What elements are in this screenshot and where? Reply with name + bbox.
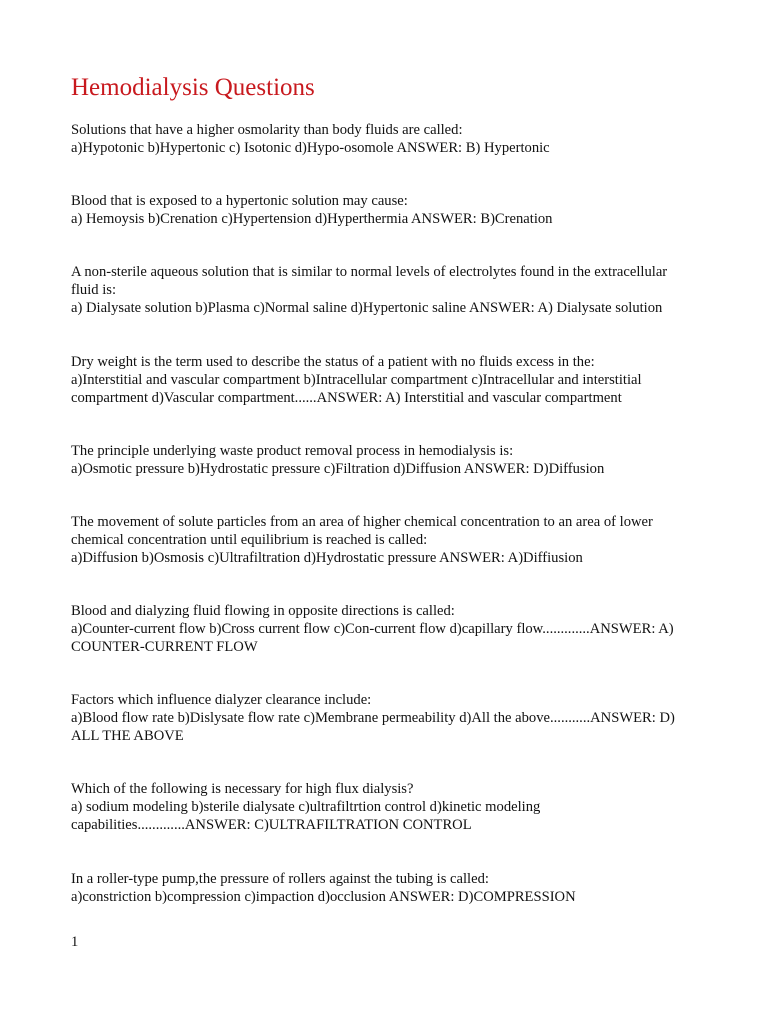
question-9: [71, 780, 711, 834]
question-5-line-2: a)Osmotic pressure b)Hydrostatic pressure c)Filtration d)Diffusion ANSWER: D)Diffusion: [71, 461, 605, 477]
question-6-line-3: a)Diffusion b)Osmosis c)Ultrafiltration d)Hydrostatic pressure ANSWER: A)Diffiusion: [71, 550, 583, 566]
question-3-line-1: A non-sterile aqueous solution that is similar to normal levels of electrolytes found in the extracellular: [71, 264, 668, 280]
question-6-line-2: chemical concentration until equilibrium is reached is called:: [71, 532, 428, 548]
question-7-line-3: COUNTER-CURRENT FLOW: [71, 639, 258, 655]
question-2-line-2: a) Hemoysis b)Crenation c)Hypertension d)Hyperthermia ANSWER: B)Crenation: [71, 211, 553, 227]
question-10-line-2: a)constriction b)compression c)impaction d)occlusion ANSWER: D)COMPRESSION: [71, 889, 576, 905]
question-7: [71, 602, 711, 656]
question-3-line-3: a) Dialysate solution b)Plasma c)Normal saline d)Hypertonic saline ANSWER: A) Dialysate solution: [71, 300, 663, 316]
question-6-line-1: The movement of solute particles from an area of higher chemical concentration to an area of lower: [71, 514, 653, 530]
question-1-line-1: Solutions that have a higher osmolarity than body fluids are called:: [71, 122, 463, 138]
page-title: Hemodialysis Questions: [71, 74, 315, 101]
question-1-line-2: a)Hypotonic b)Hypertonic c) Isotonic d)Hypo-osomole ANSWER: B) Hypertonic: [71, 140, 550, 156]
question-3-line-2: fluid is:: [71, 282, 116, 298]
question-9-line-2: a) sodium modeling b)sterile dialysate c)ultrafiltrtion control d)kinetic modeling: [71, 799, 541, 815]
page-number: 1: [71, 934, 79, 950]
question-9-line-1: Which of the following is necessary for high flux dialysis?: [71, 781, 414, 797]
question-4-line-1: Dry weight is the term used to describe the status of a patient with no fluids excess in the:: [71, 354, 595, 370]
question-7-line-2: a)Counter-current flow b)Cross current flow c)Con-current flow d)capillary flow.............ANSWER: A): [71, 621, 674, 637]
question-2-line-1: Blood that is exposed to a hypertonic solution may cause:: [71, 193, 408, 209]
question-4-line-3: compartment d)Vascular compartment......ANSWER: A) Interstitial and vascular compartment: [71, 390, 622, 406]
question-4: [71, 353, 711, 407]
question-3: [71, 263, 711, 317]
question-6: [71, 513, 711, 567]
question-8-line-2: a)Blood flow rate b)Dislysate flow rate c)Membrane permeability d)All the above...........ANSWER: D): [71, 710, 675, 726]
question-5: [71, 442, 711, 478]
question-2: [71, 192, 711, 228]
question-7-line-1: Blood and dialyzing fluid flowing in opposite directions is called:: [71, 603, 455, 619]
question-5-line-1: The principle underlying waste product removal process in hemodialysis is:: [71, 443, 514, 459]
question-1: [71, 121, 711, 157]
question-8-line-3: ALL THE ABOVE: [71, 728, 184, 744]
question-10: [71, 870, 711, 906]
question-10-line-1: In a roller-type pump,the pressure of rollers against the tubing is called:: [71, 871, 489, 887]
question-4-line-2: a)Interstitial and vascular compartment b)Intracellular compartment c)Intracellular and interstitial: [71, 372, 642, 388]
question-9-line-3: capabilities.............ANSWER: C)ULTRAFILTRATION CONTROL: [71, 817, 472, 833]
question-8: [71, 691, 711, 745]
question-8-line-1: Factors which influence dialyzer clearance include:: [71, 692, 372, 708]
